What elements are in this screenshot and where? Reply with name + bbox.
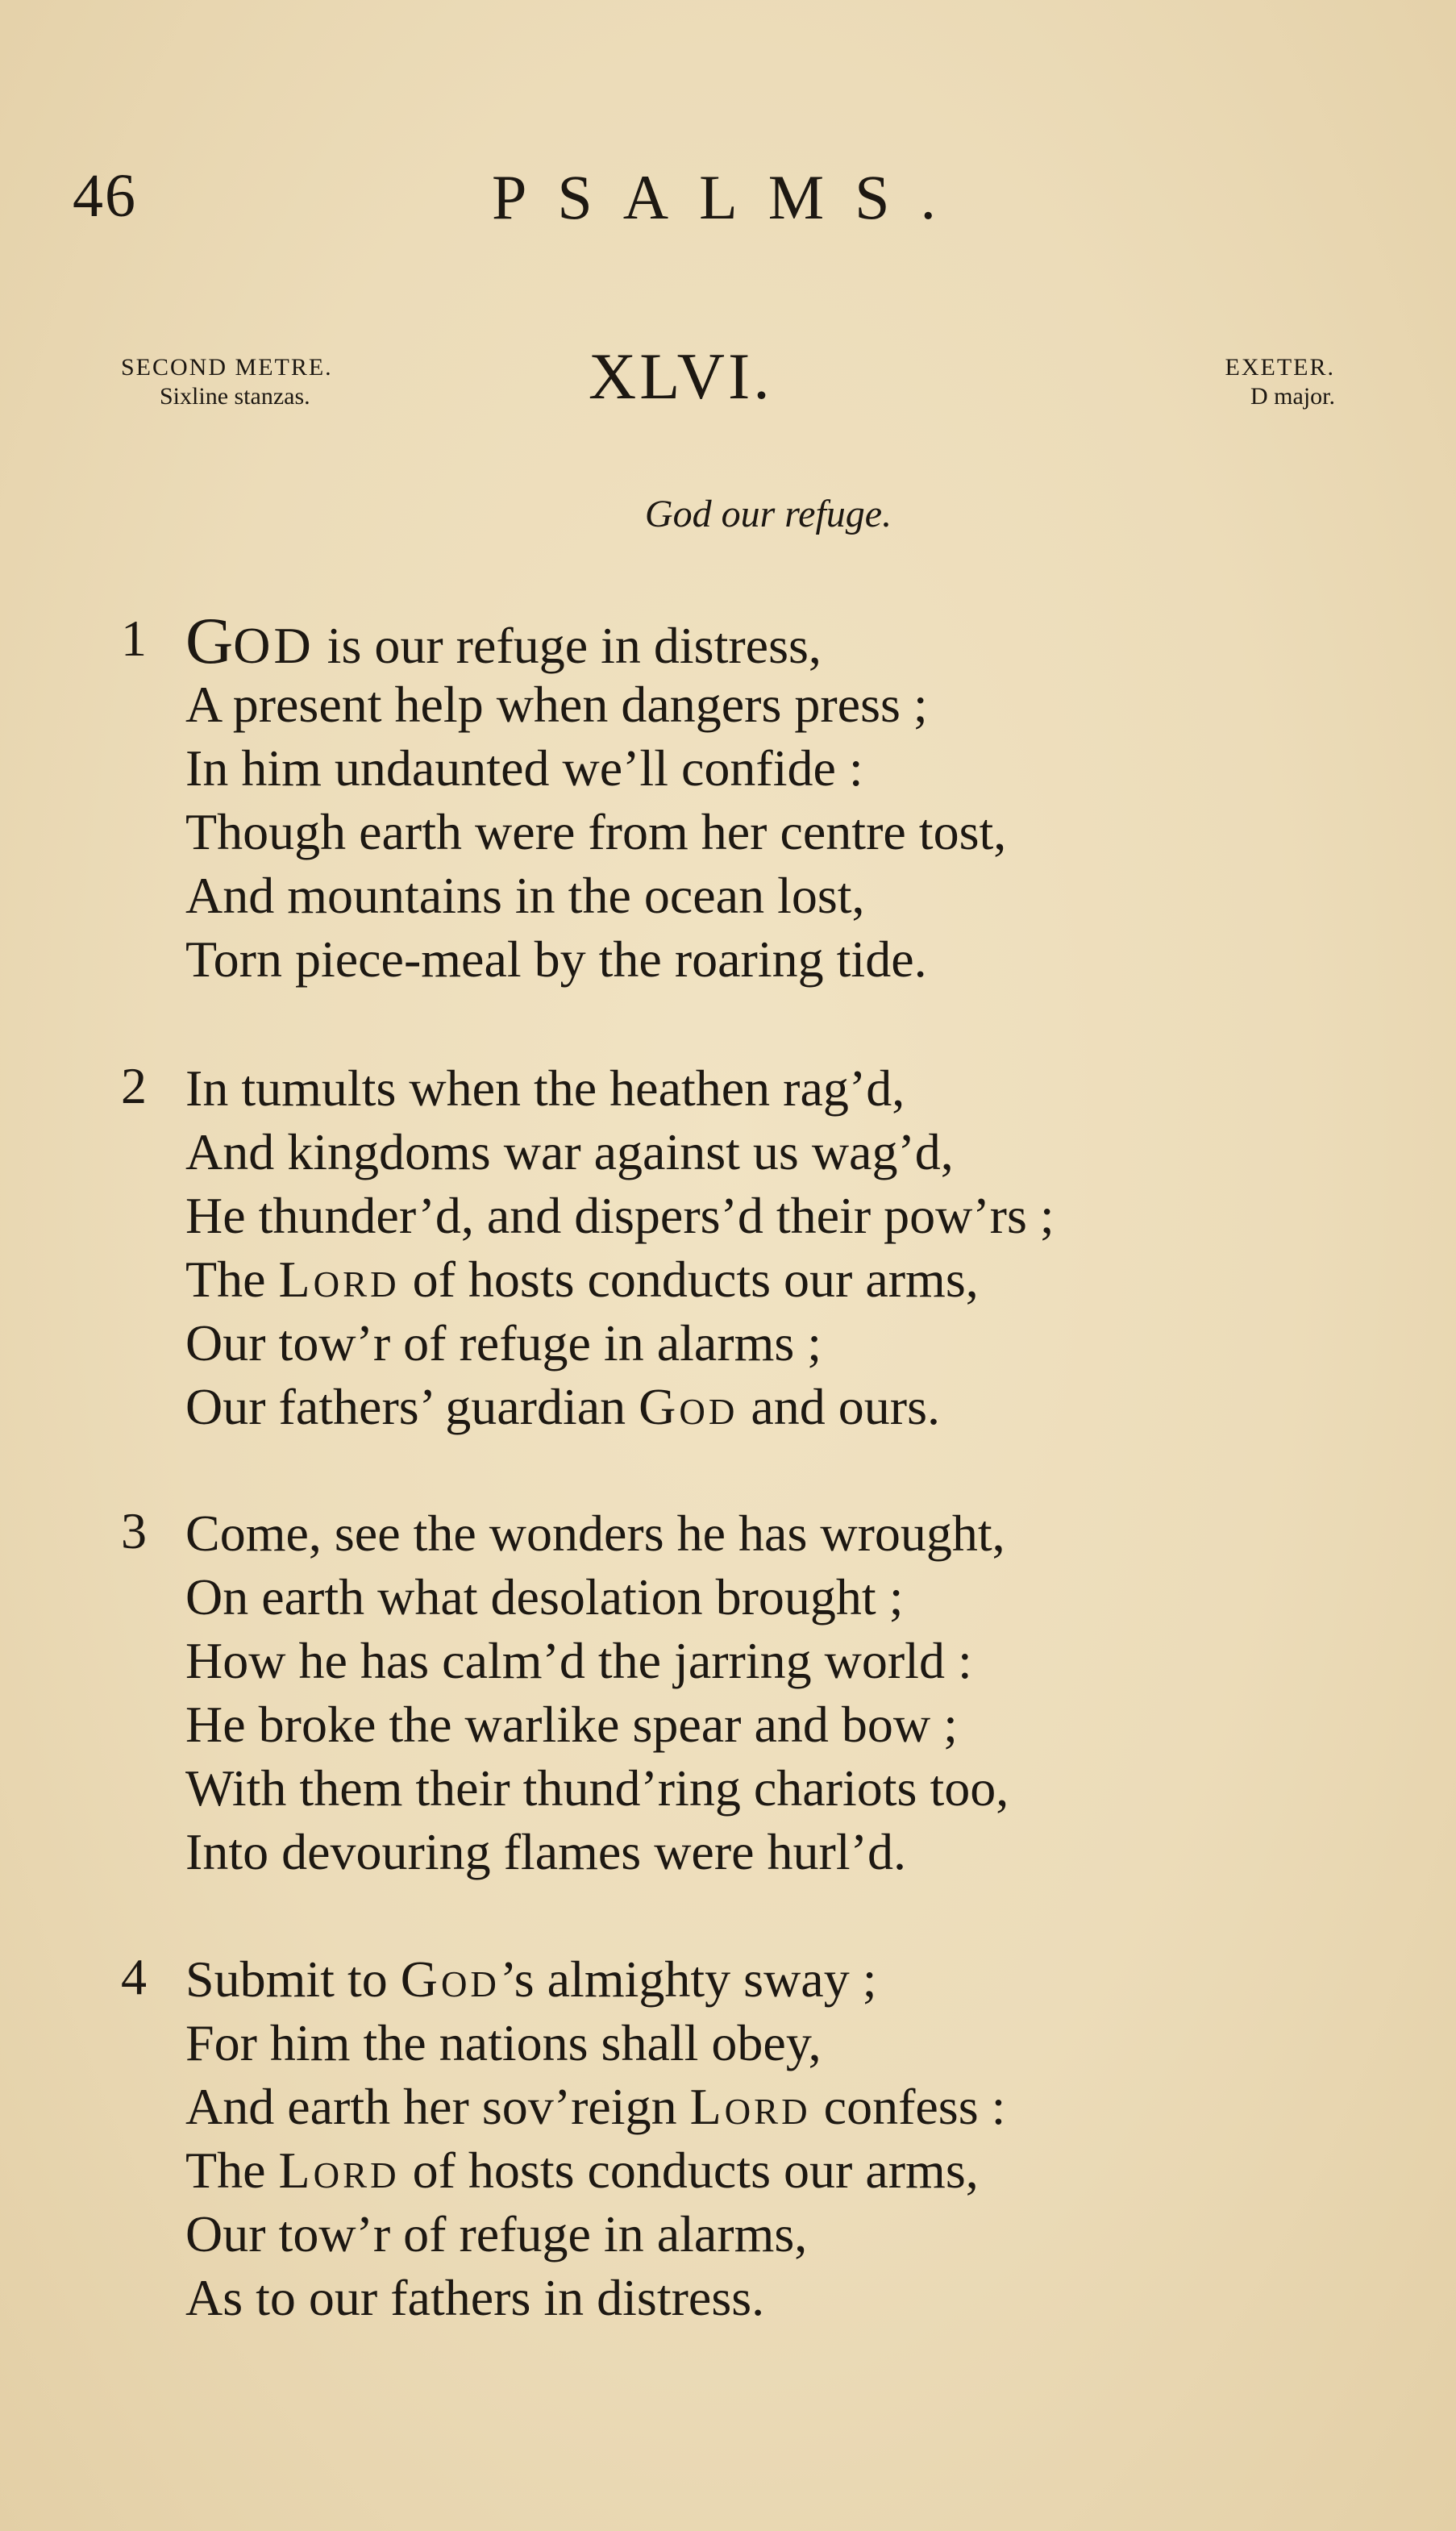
drop-cap: G (185, 604, 234, 677)
running-head (73, 161, 1330, 242)
stanza-lines (185, 1947, 1005, 2329)
verse-line: Though earth were from her centre tost, (185, 803, 1007, 860)
psalm-number: XLVI. (589, 339, 773, 413)
verse-line: He thunder’d, and dispers’d their pow’rs ; (185, 1187, 1055, 1244)
verse-line: How he has calm’d the jarring world : (185, 1632, 972, 1689)
verse-text: of hosts conducts our arms, (399, 2142, 979, 2199)
verse-text: Our fathers’ guardian (185, 1378, 639, 1435)
tune-info (1225, 353, 1335, 411)
small-caps-word: Lord (278, 2142, 400, 2199)
verse-line: And kingdoms war against us wag’d, (185, 1123, 954, 1180)
verse-line (185, 1375, 1055, 1438)
verse-line: He broke the warlike spear and bow ; (185, 1696, 958, 1753)
verse-line (185, 604, 1006, 677)
stanza-number: 4 (121, 1948, 147, 2005)
stanza-number: 1 (121, 610, 147, 667)
verse-line: On earth what desolation brought ; (185, 1568, 904, 1626)
stanza-number: 2 (121, 1057, 147, 1114)
verse-text: The (185, 1251, 279, 1308)
metre-name: SECOND METRE. (121, 354, 333, 381)
small-caps-word: OD (233, 617, 314, 674)
verse-line: A present help when dangers press ; (185, 676, 928, 733)
verse-line: With them their thund’ring chariots too, (185, 1759, 1009, 1817)
small-caps-word: God (639, 1378, 738, 1435)
verse-text: of hosts conducts our arms, (399, 1251, 979, 1308)
stanza-number: 3 (121, 1502, 147, 1559)
verse-line: For him the nations shall obey, (185, 2014, 822, 2071)
running-title: PSALMS. (492, 162, 967, 232)
verse-line: Our tow’r of refuge in alarms ; (185, 1314, 822, 1372)
page-number: 46 (73, 162, 137, 230)
metre-info (121, 353, 333, 411)
tune-name: EXETER. (1225, 354, 1335, 381)
verse-text: Submit to (185, 1950, 401, 2008)
verse-text: and ours. (738, 1378, 940, 1435)
verse-line: Torn piece-meal by the roaring tide. (185, 930, 927, 988)
verse-line: And mountains in the ocean lost, (185, 867, 865, 924)
verse-text: And earth her sov’reign (185, 2078, 690, 2135)
verse-line (185, 2075, 1005, 2138)
verse-line (185, 2138, 1005, 2202)
verse-text: confess : (810, 2078, 1006, 2135)
verse-line: As to our fathers in distress. (185, 2269, 765, 2326)
verse-line (185, 1247, 1055, 1311)
verse-line: In tumults when the heathen rag’d, (185, 1059, 905, 1117)
tune-key: D major. (1250, 383, 1335, 410)
stanza-lines (185, 1501, 1009, 1884)
psalm-subtitle: God our refuge. (644, 493, 892, 535)
verse-text: The (185, 2142, 279, 2199)
verse-text: ’s almighty sway ; (499, 1950, 877, 2008)
verse-text: is our refuge in distress, (314, 617, 822, 674)
stanza-lines (185, 604, 1007, 991)
verse-line: In him undaunted we’ll confide : (185, 739, 863, 797)
stanza-lines (185, 1056, 1055, 1438)
small-caps-word: Lord (278, 1251, 400, 1308)
verse-line (185, 1947, 1005, 2011)
small-caps-word: God (400, 1950, 500, 2008)
verse-line: Our tow’r of refuge in alarms, (185, 2205, 808, 2262)
verse-line: Come, see the wonders he has wrought, (185, 1505, 1005, 1562)
small-caps-word: Lord (689, 2078, 811, 2135)
verse-line: Into devouring flames were hurl’d. (185, 1823, 906, 1880)
metre-form: Sixline stanzas. (160, 383, 310, 410)
